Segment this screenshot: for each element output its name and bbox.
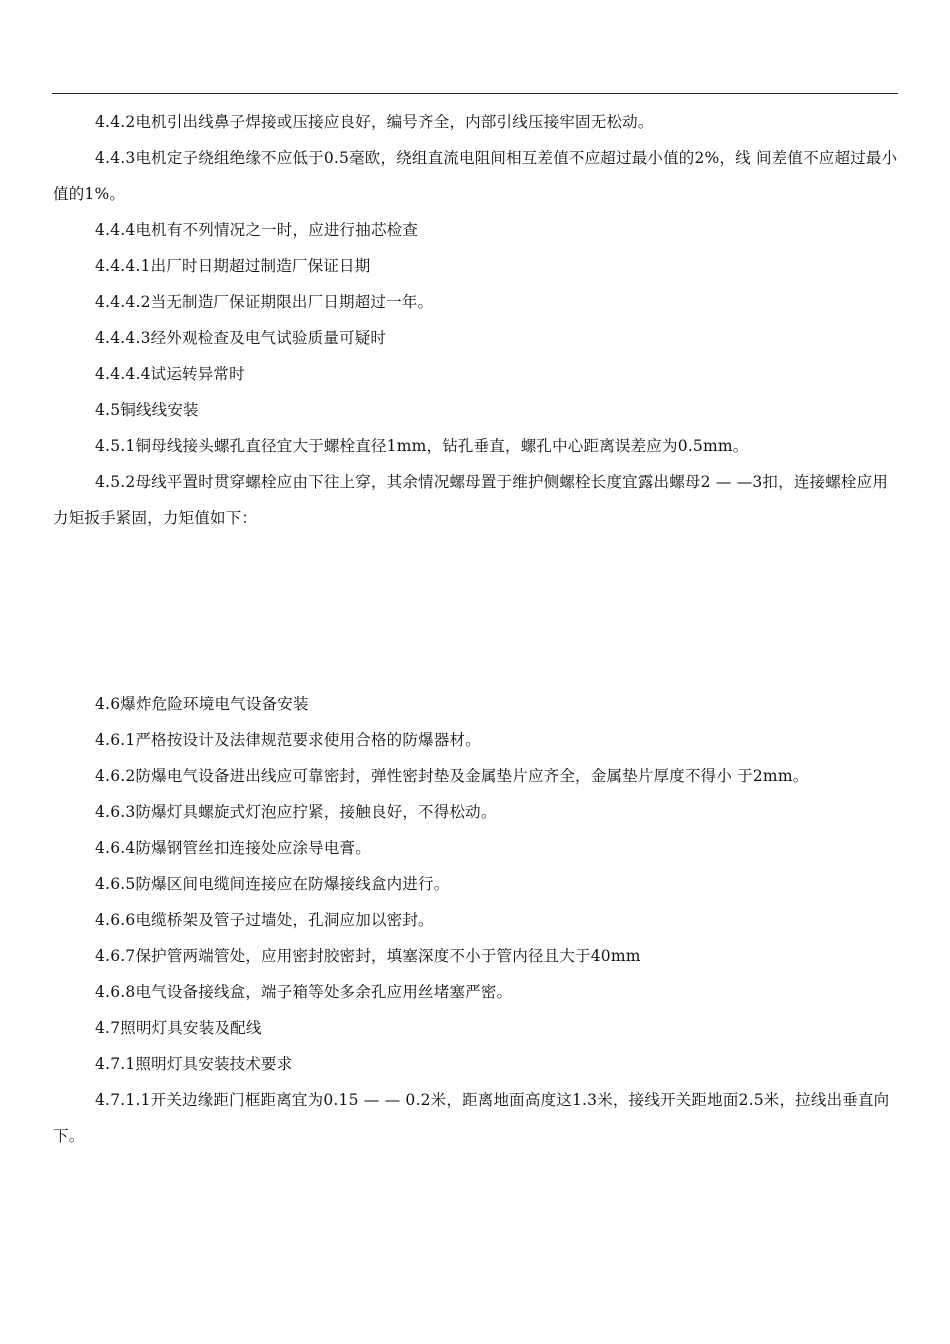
blank-space	[53, 536, 898, 686]
section-heading: 4.7照明灯具安装及配线	[95, 1019, 262, 1037]
paragraph: 4.6.5防爆区间电缆间连接应在防爆接线盒内进行。	[95, 875, 450, 893]
paragraph: 4.4.2电机引出线鼻子焊接或压接应良好，编号齐全，内部引线压接牢固无松动。	[95, 113, 654, 131]
paragraph: 4.4.4.3经外观检查及电气试验质量可疑时	[95, 329, 387, 347]
section-heading: 4.5铜线线安装	[95, 401, 199, 419]
header-rule	[52, 93, 898, 94]
paragraph: 4.7.1照明灯具安装技术要求	[95, 1055, 293, 1073]
paragraph: 4.4.4.4试运转异常时	[95, 365, 245, 383]
paragraph: 4.4.4电机有不列情况之一时，应进行抽芯检查	[95, 221, 419, 239]
paragraph: 4.6.4防爆钢管丝扣连接处应涂导电膏。	[95, 839, 371, 857]
paragraph: 4.6.6电缆桥架及管子过墙处，孔洞应加以密封。	[95, 911, 434, 929]
paragraph: 4.6.1严格按设计及法律规范要求使用合格的防爆器材。	[95, 731, 481, 749]
paragraph: 4.6.2防爆电气设备进出线应可靠密封，弹性密封垫及金属垫片应齐全，金属垫片厚度不得小 于2mm。	[95, 767, 809, 785]
document-body	[53, 104, 898, 1154]
paragraph: 4.5.1铜母线接头螺孔直径宜大于螺栓直径1mm，钻孔垂直，螺孔中心距离误差应为0.5mm。	[95, 437, 749, 455]
paragraph: 4.4.3电机定子绕组绝缘不应低于0.5毫欧，绕组直流电阻间相互差值不应超过最小值的2%，线 间差值不应超过最小值的1%。	[53, 149, 898, 203]
paragraph: 4.4.4.2当无制造厂保证期限出厂日期超过一年。	[95, 293, 434, 311]
paragraph: 4.6.8电气设备接线盒，端子箱等处多余孔应用丝堵塞严密。	[95, 983, 513, 1001]
paragraph: 4.6.7保护管两端管处，应用密封胶密封，填塞深度不小于管内径且大于40mm	[95, 947, 641, 965]
section-heading: 4.6爆炸危险环境电气设备安装	[95, 695, 309, 713]
paragraph: 4.5.2母线平置时贯穿螺栓应由下往上穿，其余情况螺母置于维护侧螺栓长度宜露出螺母2 — —3扣，连接螺栓应用力矩扳手紧固，力矩值如下：	[53, 473, 889, 527]
paragraph: 4.4.4.1出厂时日期超过制造厂保证日期	[95, 257, 371, 275]
paragraph: 4.6.3防爆灯具螺旋式灯泡应拧紧，接触良好，不得松动。	[95, 803, 497, 821]
paragraph: 4.7.1.1开关边缘距门框距离宜为0.15 — — 0.2米，距离地面高度这1.3米，接线开关距地面2.5米，拉线出垂直向下。	[53, 1091, 890, 1145]
